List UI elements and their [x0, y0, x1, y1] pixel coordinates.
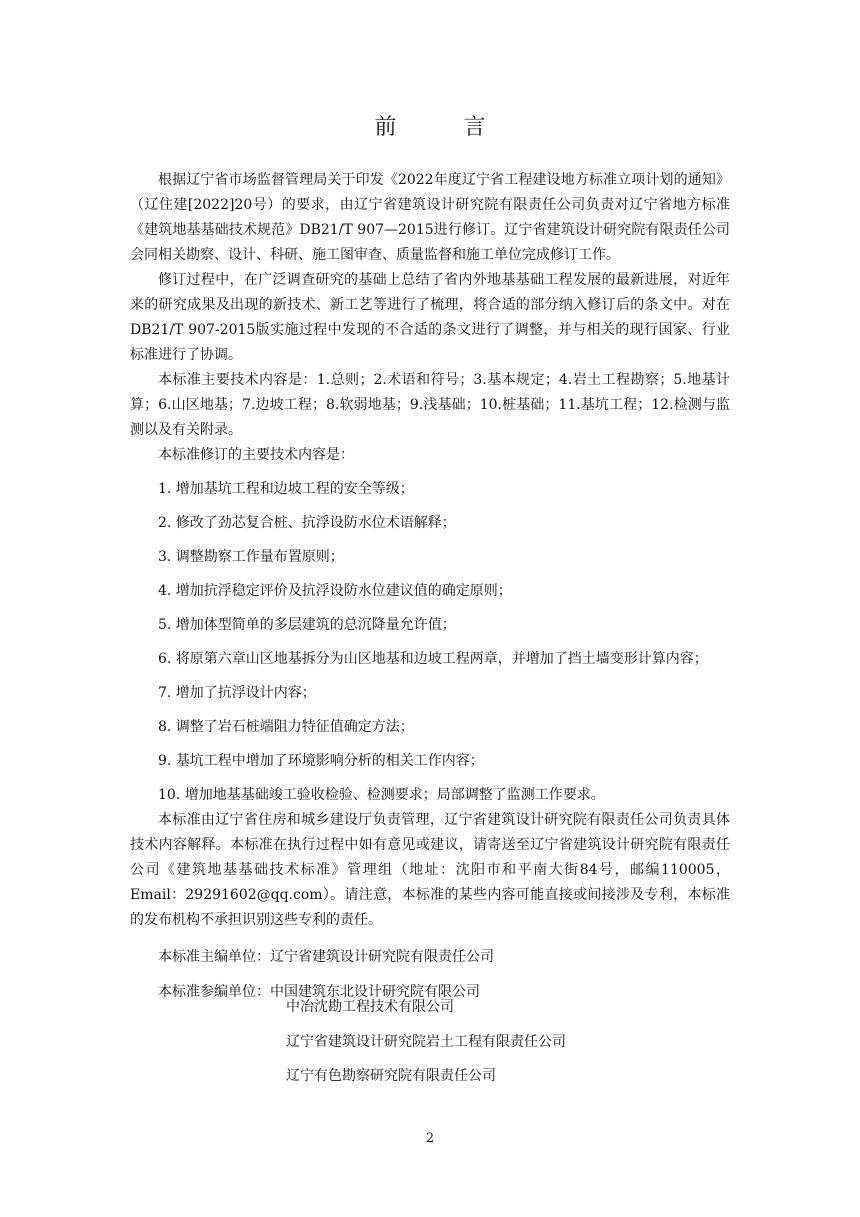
participating-unit: 中冶沈勘工程技术有限公司 [286, 999, 454, 1015]
page-title: 前 言 [374, 115, 516, 140]
participating-unit: 辽宁有色勘察研究院有限责任公司 [286, 1068, 496, 1084]
paragraph-background: 根据辽宁省市场监督管理局关于印发《2022年度辽宁省工程建设地方标准立项计划的通知》（辽住建[2022]20号）的要求，由辽宁省建筑设计研究院有限责任公司负责对辽宁省地方标准《建筑地基基础技术规范》DB21/T 907—2015进行修订。辽宁省建筑设计研究院有限责任公司会同相关勘察、设计、科研、施工图审查、质量监督和施工单位完成修订工作。 [130, 172, 730, 263]
revision-item: 10. 增加地基基础竣工验收检验、检测要求；局部调整了监测工作要求。 [158, 787, 605, 803]
revision-item: 4. 增加抗浮稳定评价及抗浮设防水位建议值的确定原则； [158, 583, 512, 599]
revision-item: 9. 基坑工程中增加了环境影响分析的相关工作内容； [158, 753, 484, 769]
revision-item: 2. 修改了劲芯复合桩、抗浮设防水位术语解释； [158, 515, 456, 531]
revision-item: 3. 调整勘察工作量布置原则； [158, 549, 344, 565]
paragraph-revision-intro: 本标准修订的主要技术内容是： [158, 447, 354, 463]
participating-units: 本标准参编单位：中国建筑东北设计研究院有限公司 [158, 984, 480, 1000]
revision-item: 8. 调整了岩石桩端阻力特征值确定方法； [158, 719, 414, 735]
page-number: 2 [425, 1131, 435, 1146]
participating-unit: 辽宁省建筑设计研究院岩土工程有限责任公司 [286, 1034, 566, 1050]
revision-item: 5. 增加体型简单的多层建筑的总沉降量允许值； [158, 617, 456, 633]
revision-item: 1. 增加基坑工程和边坡工程的安全等级； [158, 481, 414, 497]
revision-item: 6. 将原第六章山区地基拆分为山区地基和边坡工程两章，并增加了挡土墙变形计算内容； [158, 651, 708, 667]
paragraph-revision-process: 修订过程中，在广泛调查研究的基础上总结了省内外地基基础工程发展的最新进展，对近年来的研究成果及出现的新技术、新工艺等进行了梳理，将合适的部分纳入修订后的条文中。对在DB21/T 907-2015版实施过程中发现的不合适的条文进行了调整，并与相关的现行国家、行业标准进行了协调。 [130, 272, 730, 363]
preface-body [130, 168, 730, 1005]
revision-item: 7. 增加了抗浮设计内容； [158, 685, 316, 701]
paragraph-main-content: 本标准主要技术内容是：1.总则；2.术语和符号；3.基本规定；4.岩土工程勘察；5.地基计算；6.山区地基；7.边坡工程；8.软弱地基；9.浅基础；10.桩基础；11.基坑工程；12.检测与监测以及有关附录。 [130, 372, 730, 438]
paragraph-management: 本标准由辽宁省住房和城乡建设厅负责管理，辽宁省建筑设计研究院有限责任公司负责具体技术内容解释。本标准在执行过程中如有意见或建议，请寄送至辽宁省建筑设计研究院有限责任公司《建筑地基基础技术标准》管理组（地址：沈阳市和平南大街84号，邮编110005，Email：29291602@qq.com）。请注意，本标准的某些内容可能直接或间接涉及专利，本标准的发布机构不承担识别这些专利的责任。 [130, 812, 730, 928]
chief-editor-unit: 本标准主编单位：辽宁省建筑设计研究院有限责任公司 [158, 949, 494, 965]
